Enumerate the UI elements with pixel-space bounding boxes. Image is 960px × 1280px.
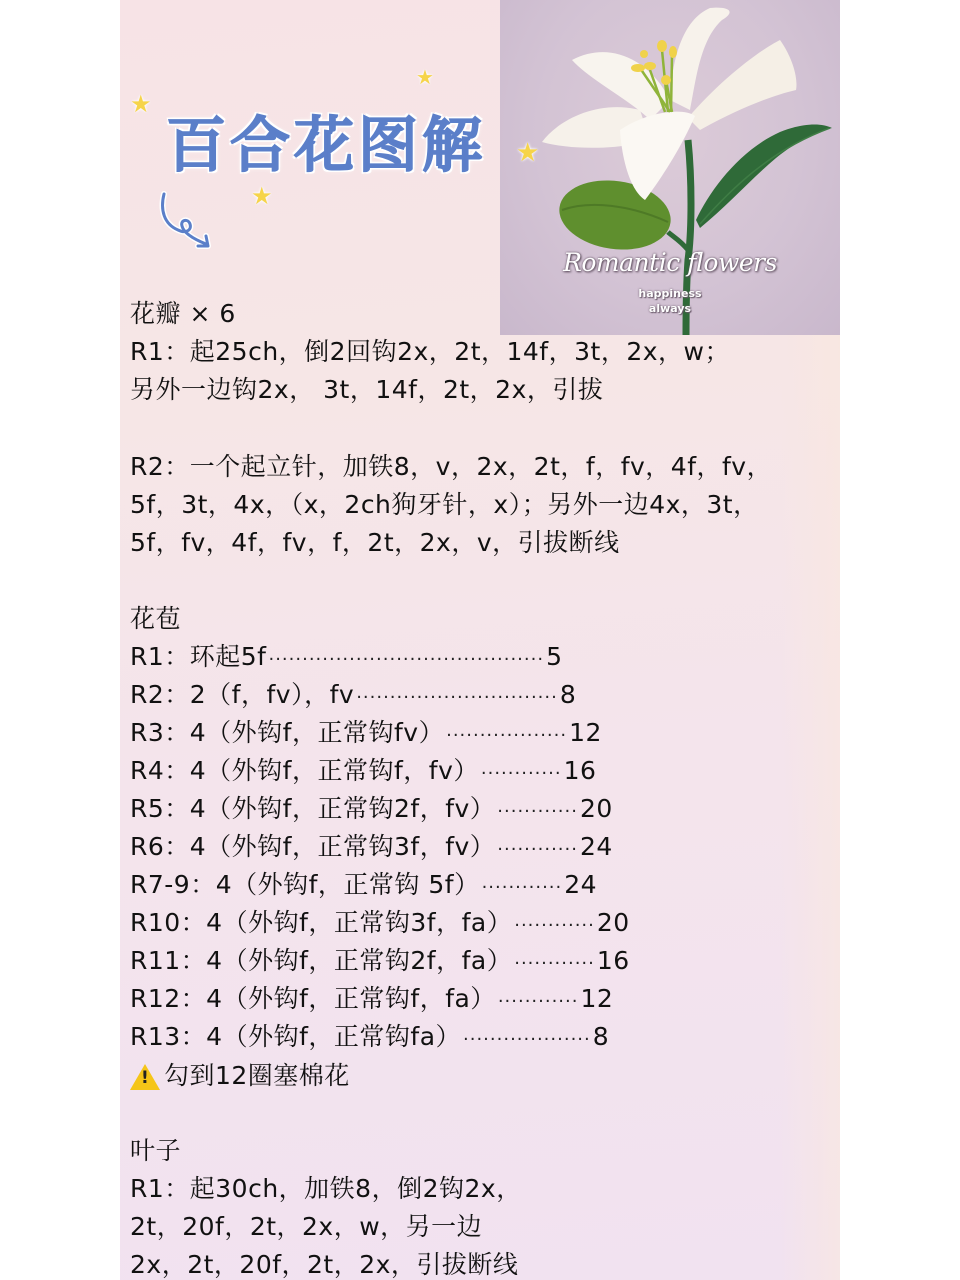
star-icon: ★ <box>251 184 273 210</box>
pattern-page <box>120 0 840 1280</box>
dot-leader: ········································· <box>268 649 545 670</box>
bud-row <box>130 983 613 1018</box>
dot-leader: ··················· <box>463 1029 591 1050</box>
bud-row-instruction: R5：4（外钩f，正常钩2f，fv） <box>130 794 496 823</box>
photo-caption-script: Romantic flowers <box>563 248 777 277</box>
bud-row-instruction: R11：4（外钩f，正常钩2f，fa） <box>130 946 513 975</box>
bud-row <box>130 641 562 676</box>
bud-row-instruction: R2：2（f，fv），fv <box>130 680 355 709</box>
petal-r1-line-1: R1：起25ch，倒2回钩2x，2t，14f，3t，2x，w； <box>130 337 730 366</box>
bud-row-count: 8 <box>592 1022 610 1051</box>
bud-row-count: 5 <box>546 642 563 671</box>
crochet-lily-illustration <box>500 0 840 335</box>
dot-leader: ············ <box>497 991 579 1012</box>
star-icon: ★ <box>416 67 434 89</box>
bud-row <box>130 755 596 790</box>
bud-row-instruction: R1：环起5f <box>130 642 267 671</box>
petal-r2-line-2: 5f，3t，4x，（x，2ch狗牙针，x）；另外一边4x，3t， <box>130 490 759 519</box>
bud-stuffing-note <box>130 1060 350 1092</box>
bud-row-count: 24 <box>564 870 598 899</box>
star-icon: ★ <box>516 138 540 167</box>
petal-r2-line-3: 5f，fv，4f，fv，f，2t，2x，v，引拔断线 <box>130 528 620 557</box>
bud-row-count: 20 <box>596 908 630 937</box>
page-title: 百合花图解 <box>166 111 486 181</box>
leaf-r1-line-2: 2t，20f，2t，2x，w，另一边 <box>130 1212 483 1241</box>
dot-leader: ······························ <box>356 687 558 708</box>
bud-row <box>130 793 613 828</box>
section-heading-petal: 花瓣 × 6 <box>130 299 236 328</box>
leaf-r1-line-1: R1：起30ch，加铁8，倒2钩2x， <box>130 1174 522 1203</box>
dot-leader: ·················· <box>446 725 568 746</box>
section-heading-bud: 花苞 <box>130 604 182 633</box>
petal-r1-line-2: 另外一边钩2x， 3t，14f，2t，2x，引拔 <box>130 375 604 404</box>
bud-row <box>130 945 630 980</box>
dot-leader: ············ <box>497 801 578 822</box>
dot-leader: ············ <box>481 877 563 898</box>
photo-caption-sub-2: always <box>648 302 692 315</box>
bud-row-count: 20 <box>579 794 613 823</box>
bud-row <box>130 1021 609 1056</box>
warning-icon: ! <box>130 1064 160 1090</box>
bud-row-count: 12 <box>580 984 614 1013</box>
leaf-r1-line-3: 2x，2t，20f，2t，2x，引拔断线 <box>130 1250 519 1279</box>
bud-row-instruction: R12：4（外钩f，正常钩f，fa） <box>130 984 496 1013</box>
bud-row-instruction: R10：4（外钩f，正常钩3f，fa） <box>130 908 513 937</box>
bud-row <box>130 907 630 942</box>
petal-r2-line-1: R2：一个起立针，加铁8，v，2x，2t，f，fv，4f，fv， <box>130 452 773 481</box>
bud-row-instruction: R3：4（外钩f，正常钩fv） <box>130 718 445 747</box>
bud-row-count: 16 <box>563 756 597 785</box>
bud-row-count: 16 <box>596 946 630 975</box>
bud-row-instruction: R6：4（外钩f，正常钩3f，fv） <box>130 832 496 861</box>
bud-row-instruction: R4：4（外钩f，正常钩f，fv） <box>130 756 479 785</box>
dot-leader: ············ <box>514 915 595 936</box>
bud-row-count: 24 <box>579 832 613 861</box>
bud-note-text: 勾到12圈塞棉花 <box>164 1061 350 1090</box>
lily-photo <box>500 0 840 335</box>
star-icon: ★ <box>130 92 152 118</box>
bud-row-count: 8 <box>559 680 577 709</box>
photo-caption-sub-1: happiness <box>638 287 702 300</box>
bud-row-instruction: R7-9：4（外钩f，正常钩 5f） <box>130 870 480 899</box>
bud-row <box>130 717 602 752</box>
bud-row <box>130 869 597 904</box>
bud-row <box>130 679 576 714</box>
bud-row-count: 12 <box>569 718 602 747</box>
bud-row-instruction: R13：4（外钩f，正常钩fa） <box>130 1022 462 1051</box>
curly-arrow-heart-icon <box>156 190 220 260</box>
section-heading-leaf: 叶子 <box>130 1136 182 1165</box>
dot-leader: ············ <box>514 953 595 974</box>
bud-row <box>130 831 613 866</box>
dot-leader: ············ <box>497 839 578 860</box>
dot-leader: ············ <box>480 763 562 784</box>
